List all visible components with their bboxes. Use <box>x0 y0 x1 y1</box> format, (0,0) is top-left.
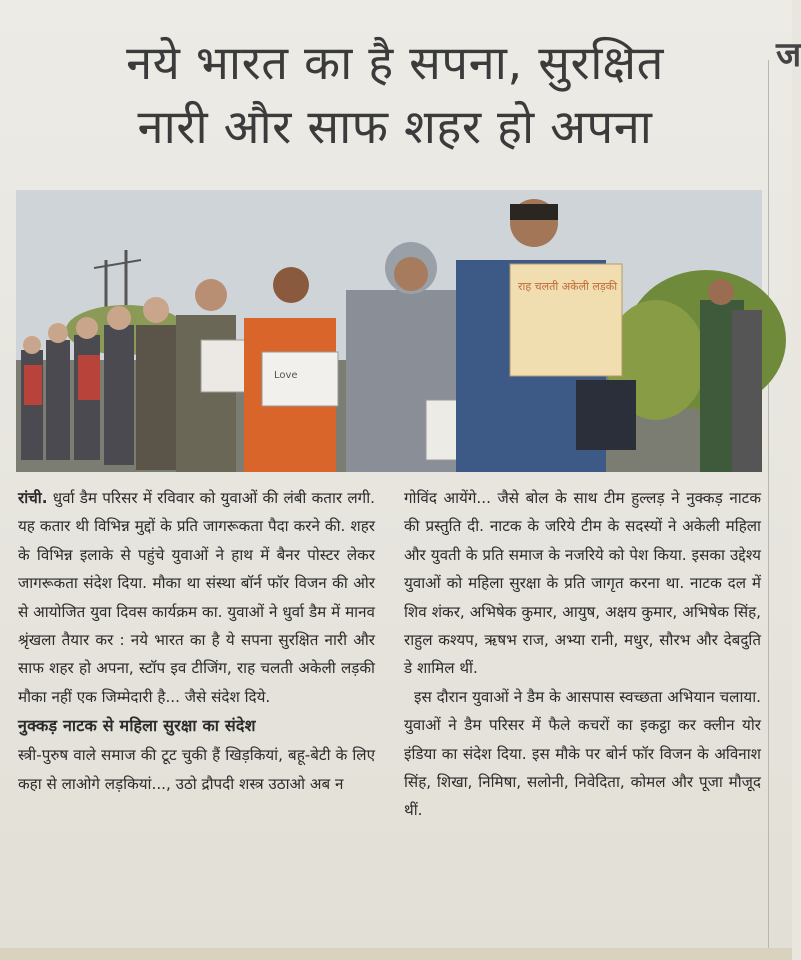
paragraph-2: स्त्री-पुरुष वाले समाज की टूट चुकी हैं खिड़कियां, बहू-बेटी के लिए कहा से लाओगे लड़कियां..., उठो द्रौपदी शस्त्र उठाओ अब न <box>18 746 375 793</box>
adjacent-article-edge: ज <box>776 35 801 75</box>
subheading: नुक्कड़ नाटक से महिला सुरक्षा का संदेश <box>18 716 256 736</box>
paragraph-1-text: धुर्वा डैम परिसर में रविवार को युवाओं की लंबी कतार लगी. यह कतार थी विभिन्न मुद्दों के प्रति जागरूकता पैदा करने की. शहर के विभिन्न इलाके से पहुंचे युवाओं ने हाथ में बैनर पोस्टर लेकर जागरूकता संदेश दिया. मौका था संस्था बॉर्न फॉर विजन की ओर से आयोजित युवा दिवस कार्यक्रम का. युवाओं ने धुर्वा डैम में मानव श्रृंखला तैयार कर : नये भारत का है ये सपना सुरक्षित नारी और साफ शहर हो अपना, स्टॉप इव टीजिंग, राह चलती अकेली लड़की मौका नहीं एक जिम्मेदारी है... जैसे संदेश दिये. <box>18 489 375 706</box>
column-rule <box>768 60 769 950</box>
page-bottom-edge <box>0 948 792 960</box>
news-photo <box>16 190 762 472</box>
article-column-right <box>404 484 761 825</box>
dateline: रांची. <box>18 489 48 507</box>
headline-line-1: नये भारत का है सपना, सुरक्षित <box>126 36 664 91</box>
photo-illustration <box>16 190 762 472</box>
article-column-left <box>18 484 375 798</box>
placard-hindi-text: राह चलती अकेली लड़की <box>518 280 618 293</box>
paragraph-1 <box>18 484 375 711</box>
paragraph-4: इस दौरान युवाओं ने डैम के आसपास स्वच्छता अभियान चलाया. युवाओं ने डैम परिसर में फैले कचरों का इकट्ठा कर क्लीन योर इंडिया का संदेश दिया. इस मौके पर बोर्न फॉर विजन के अविनाश सिंह, शिखा, निमिषा, सलोनी, निवेदिता, कोमल और पूजा मौजूद थीं. <box>404 687 761 820</box>
headline-line-2: नारी और साफ शहर हो अपना <box>137 100 653 155</box>
headline <box>30 32 760 160</box>
paragraph-3: गोविंद आयेंगे... जैसे बोल के साथ टीम हुल्लड़ ने नुक्कड़ नाटक की प्रस्तुति दी. नाटक के जरिये टीम के सदस्यों ने अकेली महिला और युवती के प्रति समाज के नजरिये को पेश किया. इसका उद्देश्य युवाओं को महिला सुरक्षा के प्रति जागृत करना था. नाटक दल में शिव शंकर, अभिषेक कुमार, आयुष, अक्षय कुमार, अभिषेक सिंह, राहुल कश्यप, ऋषभ राज, अभ्या रानी, मधुर, सौरभ और देबदुति डे शामिल थीं. <box>404 489 761 678</box>
placard-love-text: Love <box>274 370 298 381</box>
